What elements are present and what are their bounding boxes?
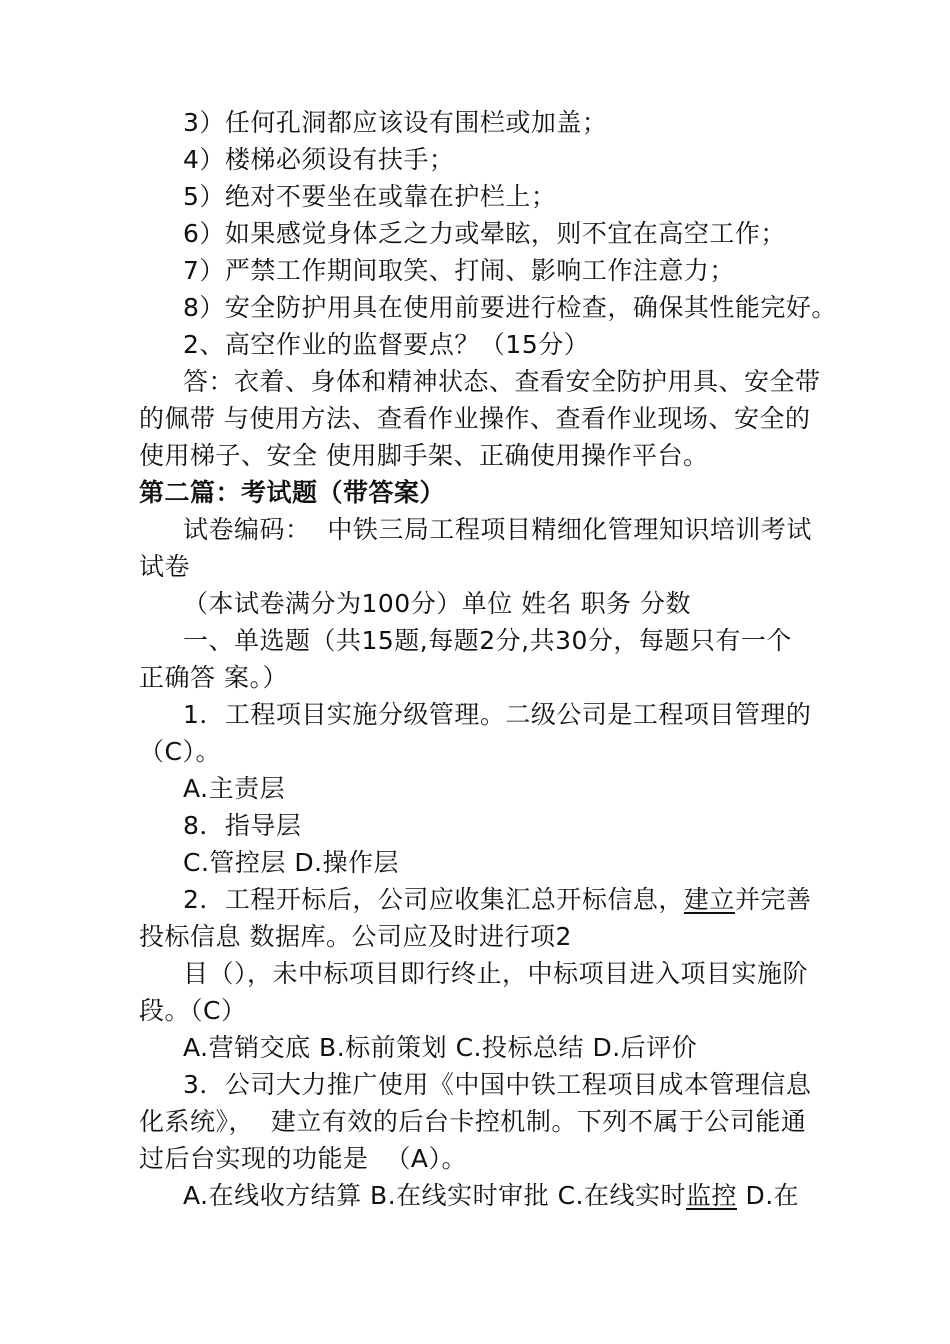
answer-line: 答：衣着、身体和精神状态、查看安全防护用具、安全带 [183,367,821,396]
question-line: 目（），未中标项目即行终止，中标项目进入项目实施阶 [183,959,809,988]
section-instructions: 一、单选题（共15题,每题2分,共30分，每题只有一个 [183,626,792,655]
question-line: （C）。 [139,737,221,766]
answer-line: 使用梯子、安全 使用脚手架、正确使用操作平台。 [139,441,709,470]
question-line [183,881,811,918]
text-span: 并完善 [734,885,812,914]
underlined-text: 监控 [686,1181,738,1210]
section-heading: 第二篇：考试题（带答案） [139,478,446,507]
text-line: 7）严禁工作期间取笑、打闹、影响工作注意力； [183,256,735,285]
option-line: 8．指导层 [183,811,302,840]
option-line: A.营销交底 B.标前策划 C.投标总结 D.后评价 [183,1033,698,1062]
exam-code-line: 试卷编码： 中铁三局工程项目精细化管理知识培训考试 [183,515,812,544]
section-instructions: 正确答 案。） [139,663,288,692]
underlined-text: 建立 [683,885,735,914]
text-span: D.在 [737,1181,800,1210]
text-line: 3）任何孔洞都应该设有围栏或加盖； [183,108,608,137]
question-line: 2、高空作业的监督要点？（15分） [183,330,590,359]
option-line: C.管控层 D.操作层 [183,848,400,877]
option-line [183,1177,799,1214]
option-line: A.主责层 [183,774,286,803]
question-line: 1．工程项目实施分级管理。二级公司是工程项目管理的 [183,700,812,729]
text-line: 5）绝对不要坐在或靠在护栏上； [183,182,557,211]
text-line: 6）如果感觉身体乏之力或晕眩，则不宜在高空工作； [183,219,786,248]
question-line: 过后台实现的功能是 （A）。 [139,1144,467,1173]
text-span: 2．工程开标后，公司应收集汇总开标信息， [183,885,684,914]
question-line: 3．公司大力推广使用《中国中铁工程项目成本管理信息 [183,1070,812,1099]
text-line: 4）楼梯必须设有扶手； [183,145,455,174]
question-line: 化系统》， 建立有效的后台卡控机制。下列不属于公司能通 [139,1107,807,1136]
exam-code-line: 试卷 [139,552,191,581]
text-span: A.在线收方结算 B.在线实时审批 C.在线实时 [183,1181,687,1210]
question-line: 投标信息 数据库。公司应及时进行项2 [139,922,572,951]
answer-line: 的佩带 与使用方法、查看作业操作、查看作业现场、安全的 [139,404,811,433]
text-line: 8）安全防护用具在使用前要进行检查，确保其性能完好。 [183,293,837,322]
question-line: 段。（C） [139,996,247,1025]
exam-info-line: （本试卷满分为100分）单位 姓名 职务 分数 [183,589,692,618]
